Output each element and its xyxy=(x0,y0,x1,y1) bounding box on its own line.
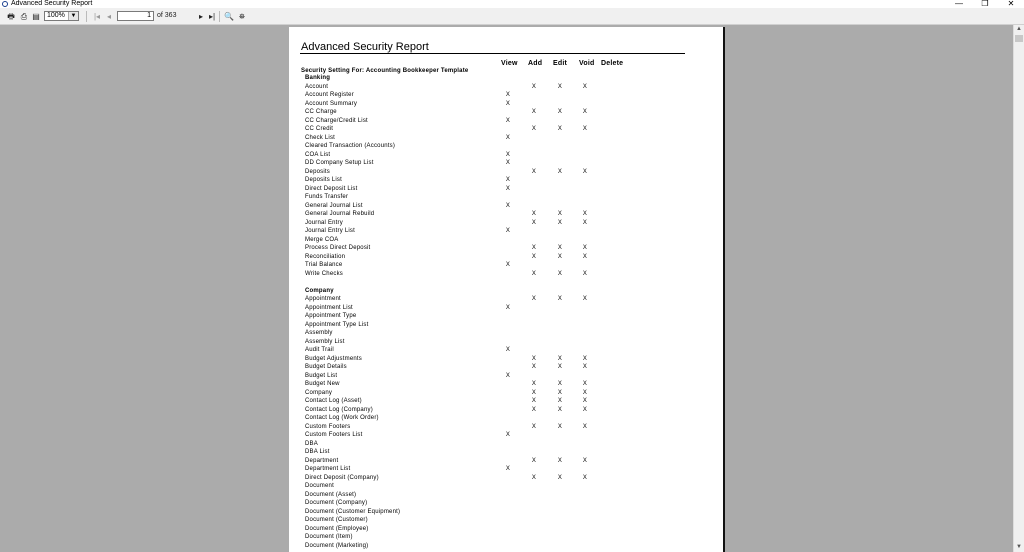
permission-mark-add: X xyxy=(531,381,537,387)
security-setting-label: Security Setting For: Accounting Bookkeeper Template xyxy=(301,68,469,74)
permission-mark-void: X xyxy=(582,83,588,90)
permission-mark-add: X xyxy=(531,389,537,396)
window-title: Advanced Security Report xyxy=(11,0,93,7)
table-row xyxy=(289,321,723,330)
permission-mark-view: X xyxy=(505,432,511,438)
table-row xyxy=(289,91,723,100)
row-label: Department List xyxy=(305,466,351,472)
row-label: Reconciliation xyxy=(305,253,346,260)
table-row xyxy=(289,338,723,347)
row-label: CC Charge/Credit List xyxy=(305,117,368,124)
permission-mark-void: X xyxy=(582,406,588,413)
row-label: General Journal Rebuild xyxy=(305,211,375,217)
permission-mark-add: X xyxy=(531,364,537,370)
permission-mark-edit: X xyxy=(557,398,563,404)
table-row xyxy=(289,533,723,542)
row-spacer xyxy=(289,278,723,287)
permission-mark-edit: X xyxy=(557,270,563,277)
row-label: DBA List xyxy=(305,449,330,455)
section-heading xyxy=(289,74,723,83)
window-title-bar xyxy=(0,0,1024,8)
permission-mark-view: X xyxy=(505,228,511,234)
row-label: Custom Footers List xyxy=(305,432,363,438)
scroll-thumb[interactable] xyxy=(1015,35,1023,42)
table-row xyxy=(289,100,723,109)
permission-mark-edit: X xyxy=(557,245,563,251)
minimize-button[interactable]: — xyxy=(955,0,963,8)
permission-mark-edit: X xyxy=(557,126,563,132)
table-row xyxy=(289,261,723,270)
permission-mark-void: X xyxy=(582,364,588,370)
column-header-add: Add xyxy=(528,60,543,67)
table-row xyxy=(289,193,723,202)
permission-mark-add: X xyxy=(531,474,537,481)
row-label: Audit Trail xyxy=(305,347,334,353)
permission-mark-void: X xyxy=(582,219,588,226)
print-icon[interactable]: 🖶 xyxy=(7,12,15,21)
permission-mark-void: X xyxy=(582,211,588,217)
permission-mark-add: X xyxy=(531,245,537,251)
row-label: Appointment Type List xyxy=(305,321,369,328)
row-label: Write Checks xyxy=(305,270,343,277)
scroll-up-icon[interactable]: ▲ xyxy=(1016,26,1022,32)
permission-mark-add: X xyxy=(531,398,537,404)
row-label: Document (Item) xyxy=(305,534,353,540)
row-label: Contact Log (Asset) xyxy=(305,398,362,404)
permission-mark-view: X xyxy=(505,347,511,353)
table-row xyxy=(289,236,723,245)
table-row xyxy=(289,355,723,364)
row-label: Company xyxy=(305,287,334,294)
table-row xyxy=(289,457,723,466)
table-row xyxy=(289,312,723,321)
row-label: Assembly xyxy=(305,330,333,336)
page-number-input[interactable]: 1 xyxy=(117,11,154,21)
column-header-void: Void xyxy=(579,60,595,67)
permission-mark-view: X xyxy=(505,92,511,98)
row-label: Appointment List xyxy=(305,304,353,311)
permission-mark-edit: X xyxy=(557,83,563,90)
table-row xyxy=(289,159,723,168)
table-row xyxy=(289,363,723,372)
permission-mark-void: X xyxy=(582,296,588,302)
table-row xyxy=(289,431,723,440)
table-row xyxy=(289,389,723,398)
next-page-icon[interactable]: ▸ xyxy=(198,12,203,21)
permission-mark-void: X xyxy=(582,389,588,396)
table-row xyxy=(289,516,723,525)
table-row xyxy=(289,380,723,389)
row-label: Budget New xyxy=(305,381,340,387)
permission-mark-void: X xyxy=(582,270,588,277)
permission-mark-void: X xyxy=(582,253,588,260)
chevron-down-icon[interactable]: ▼ xyxy=(68,12,78,20)
row-label: Company xyxy=(305,389,333,396)
table-row xyxy=(289,125,723,134)
row-label: DBA xyxy=(305,440,318,447)
permission-mark-edit: X xyxy=(557,406,563,413)
permission-rows xyxy=(289,74,723,550)
permission-mark-edit: X xyxy=(557,355,563,362)
row-label: Document xyxy=(305,483,334,489)
row-label: Funds Transfer xyxy=(305,194,349,200)
scroll-down-icon[interactable]: ▼ xyxy=(1016,544,1022,550)
row-label: DD Company Setup List xyxy=(305,160,374,166)
table-row xyxy=(289,142,723,151)
export-icon[interactable]: ▤ xyxy=(32,12,40,21)
table-row xyxy=(289,168,723,177)
row-label: Appointment xyxy=(305,296,341,302)
table-row xyxy=(289,185,723,194)
permission-mark-edit: X xyxy=(557,211,563,217)
row-label: Trial Balance xyxy=(305,262,343,268)
row-label: Contact Log (Work Order) xyxy=(305,415,379,421)
row-label: Document (Customer) xyxy=(305,517,368,523)
row-label: Assembly List xyxy=(305,338,345,345)
table-row xyxy=(289,372,723,381)
permission-mark-view: X xyxy=(505,466,511,472)
permission-mark-add: X xyxy=(531,211,537,217)
permission-mark-void: X xyxy=(582,245,588,251)
row-label: COA List xyxy=(305,151,331,158)
row-label: Document (Customer Equipment) xyxy=(305,508,401,515)
zoom-select[interactable] xyxy=(44,11,79,21)
table-row xyxy=(289,508,723,517)
permission-mark-view: X xyxy=(505,151,511,158)
row-label: Account Register xyxy=(305,92,354,98)
permission-mark-void: X xyxy=(582,381,588,387)
row-label: Banking xyxy=(305,75,331,81)
zoom-value: 100% xyxy=(47,12,65,19)
table-row xyxy=(289,448,723,457)
row-label: Check List xyxy=(305,134,336,141)
row-label: CC Charge xyxy=(305,109,337,115)
permission-mark-add: X xyxy=(531,406,537,413)
permission-mark-edit: X xyxy=(557,109,563,115)
toolbar-divider xyxy=(86,11,87,22)
last-page-icon[interactable]: ▸| xyxy=(208,12,216,21)
table-row xyxy=(289,151,723,160)
row-label: Appointment Type xyxy=(305,313,357,319)
permission-mark-edit: X xyxy=(557,219,563,226)
row-label: Budget Adjustments xyxy=(305,355,362,362)
permission-mark-edit: X xyxy=(557,474,563,481)
table-row xyxy=(289,414,723,423)
permission-mark-view: X xyxy=(505,134,511,141)
table-row xyxy=(289,210,723,219)
permission-mark-add: X xyxy=(531,83,537,90)
report-toolbar xyxy=(0,8,1024,25)
permission-mark-view: X xyxy=(505,160,511,166)
row-label: Document (Employee) xyxy=(305,525,369,532)
column-header-view: View xyxy=(501,60,518,67)
permission-mark-edit: X xyxy=(557,457,563,464)
permission-mark-view: X xyxy=(505,372,511,379)
table-row xyxy=(289,482,723,491)
row-label: Account xyxy=(305,83,329,90)
row-label: General Journal List xyxy=(305,202,363,209)
permission-mark-edit: X xyxy=(557,389,563,396)
report-page xyxy=(289,27,723,552)
permission-mark-add: X xyxy=(531,457,537,464)
previous-page-icon[interactable]: ◂ xyxy=(106,12,111,21)
zoom-page-icon[interactable]: 🔍 xyxy=(224,12,234,21)
permission-mark-add: X xyxy=(531,219,537,226)
row-label: Direct Deposit (Company) xyxy=(305,474,379,481)
toolbar-divider xyxy=(219,11,220,22)
restore-button[interactable]: ❐ xyxy=(981,0,989,8)
print-setup-icon[interactable]: ⎙ xyxy=(20,12,28,21)
table-row xyxy=(289,542,723,551)
find-binoculars-icon[interactable]: ⛯ xyxy=(238,12,246,21)
permission-mark-edit: X xyxy=(557,253,563,260)
table-row xyxy=(289,83,723,92)
table-row xyxy=(289,219,723,228)
row-label: Budget Details xyxy=(305,364,347,370)
row-label: Custom Footers xyxy=(305,423,351,430)
permission-mark-add: X xyxy=(531,423,537,430)
row-label: Process Direct Deposit xyxy=(305,245,371,251)
table-row xyxy=(289,423,723,432)
row-label: Deposits xyxy=(305,168,330,175)
table-row xyxy=(289,202,723,211)
row-label: Cleared Transaction (Accounts) xyxy=(305,143,396,149)
page-count: of 363 xyxy=(157,12,177,19)
first-page-icon[interactable]: |◂ xyxy=(93,12,101,21)
table-row xyxy=(289,397,723,406)
permission-mark-add: X xyxy=(531,109,537,115)
column-header-delete: Delete xyxy=(601,60,624,67)
row-label: Contact Log (Company) xyxy=(305,406,373,413)
permission-mark-view: X xyxy=(505,202,511,209)
permission-mark-view: X xyxy=(505,185,511,192)
permission-mark-edit: X xyxy=(557,423,563,430)
report-title: Advanced Security Report xyxy=(301,41,429,53)
table-row xyxy=(289,406,723,415)
permission-mark-view: X xyxy=(505,177,511,183)
row-label: Deposits List xyxy=(305,177,342,183)
permission-mark-void: X xyxy=(582,355,588,362)
permission-mark-view: X xyxy=(505,117,511,124)
permission-mark-add: X xyxy=(531,296,537,302)
permission-mark-edit: X xyxy=(557,296,563,302)
vertical-scrollbar[interactable] xyxy=(1013,25,1024,552)
row-label: Document (Asset) xyxy=(305,491,357,498)
permission-mark-void: X xyxy=(582,109,588,115)
permission-mark-view: X xyxy=(505,100,511,107)
permission-mark-view: X xyxy=(505,304,511,311)
table-row xyxy=(289,304,723,313)
row-label: Document (Company) xyxy=(305,500,368,506)
app-icon xyxy=(2,1,8,7)
table-row xyxy=(289,134,723,143)
row-label: Department xyxy=(305,457,339,464)
row-label: CC Credit xyxy=(305,126,334,132)
row-label: Journal Entry xyxy=(305,219,343,226)
row-label: Account Summary xyxy=(305,100,358,107)
row-label: Journal Entry List xyxy=(305,228,355,234)
table-row xyxy=(289,176,723,185)
permission-mark-add: X xyxy=(531,253,537,260)
permission-mark-void: X xyxy=(582,168,588,175)
table-row xyxy=(289,253,723,262)
table-row xyxy=(289,117,723,126)
permission-mark-void: X xyxy=(582,474,588,481)
table-row xyxy=(289,440,723,449)
table-row xyxy=(289,329,723,338)
table-row xyxy=(289,270,723,279)
permission-mark-add: X xyxy=(531,126,537,132)
close-button[interactable]: ✕ xyxy=(1007,0,1015,8)
table-row xyxy=(289,295,723,304)
row-label: Direct Deposit List xyxy=(305,185,358,192)
permission-mark-edit: X xyxy=(557,168,563,175)
table-row xyxy=(289,525,723,534)
table-row xyxy=(289,227,723,236)
table-row xyxy=(289,499,723,508)
row-label: Merge COA xyxy=(305,236,339,243)
permission-mark-void: X xyxy=(582,126,588,132)
table-row xyxy=(289,465,723,474)
table-row xyxy=(289,491,723,500)
row-label: Budget List xyxy=(305,372,338,379)
permission-mark-view: X xyxy=(505,262,511,268)
permission-mark-add: X xyxy=(531,270,537,277)
permission-mark-add: X xyxy=(531,355,537,362)
permission-mark-void: X xyxy=(582,398,588,404)
permission-mark-add: X xyxy=(531,168,537,175)
table-row xyxy=(289,244,723,253)
table-row xyxy=(289,474,723,483)
section-heading xyxy=(289,287,723,296)
permission-mark-edit: X xyxy=(557,381,563,387)
column-header-edit: Edit xyxy=(553,60,568,67)
permission-mark-void: X xyxy=(582,457,588,464)
permission-mark-void: X xyxy=(582,423,588,430)
row-label: Document (Marketing) xyxy=(305,542,369,549)
report-viewport[interactable] xyxy=(0,25,1013,552)
table-row xyxy=(289,346,723,355)
table-row xyxy=(289,108,723,117)
title-rule xyxy=(300,53,685,54)
permission-mark-edit: X xyxy=(557,364,563,370)
